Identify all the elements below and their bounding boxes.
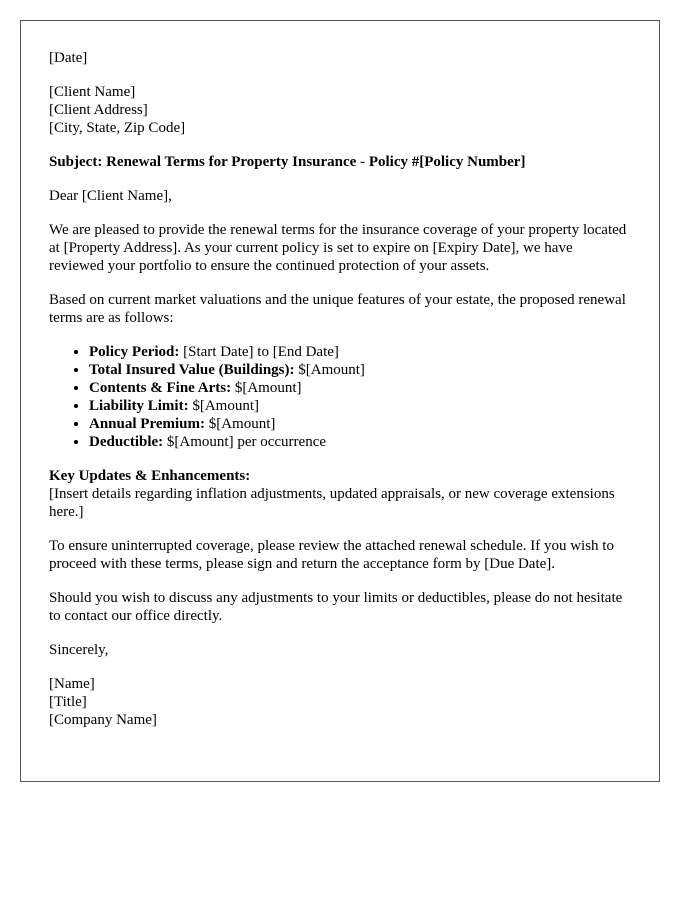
list-item [89, 397, 631, 415]
contact-paragraph: Should you wish to discuss any adjustments to your limits or deductibles, please do not hesitate to contact our office directly. [49, 590, 623, 624]
renewal-terms-list [49, 343, 631, 451]
term-label: Liability Limit: [89, 398, 189, 414]
recipient-name: [Client Name] [49, 84, 136, 100]
closing: Sincerely, [49, 642, 109, 658]
letter-date: [Date] [49, 50, 88, 66]
letter-page [20, 20, 660, 782]
intro-paragraph: We are pleased to provide the renewal terms for the insurance coverage of your property located at [Property Address]. As your current policy is set to expire on [Expiry Date], we have reviewed your portfolio to ensure the continued protection of your assets. [49, 222, 627, 274]
term-value: $[Amount] [231, 380, 302, 396]
subject-line: Subject: Renewal Terms for Property Insurance - Policy #[Policy Number] [49, 154, 526, 170]
term-label: Policy Period: [89, 344, 180, 360]
term-label: Total Insured Value (Buildings): [89, 362, 295, 378]
updates-section [49, 467, 631, 521]
term-value: $[Amount] [204, 416, 276, 432]
signature-block [49, 675, 631, 729]
term-label: Contents & Fine Arts: [89, 380, 232, 396]
term-label: Deductible: [89, 434, 164, 450]
list-item [89, 361, 631, 379]
updates-body: [Insert details regarding inflation adjustments, updated appraisals, or new coverage extensions here.] [49, 486, 615, 520]
updates-heading: Key Updates & Enhancements: [49, 468, 251, 484]
list-item [89, 433, 631, 451]
recipient-address: [Client Address] [49, 102, 148, 118]
term-label: Annual Premium: [89, 416, 205, 432]
list-item [89, 379, 631, 397]
term-value: $[Amount] per occurrence [163, 434, 327, 450]
list-item [89, 343, 631, 361]
recipient-city-state-zip: [City, State, Zip Code] [49, 120, 186, 136]
term-value: $[Amount] [294, 362, 365, 378]
recipient-block [49, 83, 631, 137]
terms-intro: Based on current market valuations and the unique features of your estate, the proposed renewal terms are as follows: [49, 292, 626, 326]
term-value: [Start Date] to [End Date] [179, 344, 339, 360]
signer-title: [Title] [49, 694, 87, 710]
salutation: Dear [Client Name], [49, 188, 172, 204]
list-item [89, 415, 631, 433]
signer-name: [Name] [49, 676, 95, 692]
term-value: $[Amount] [188, 398, 260, 414]
review-paragraph: To ensure uninterrupted coverage, please review the attached renewal schedule. If you wish to proceed with these terms, please sign and return the acceptance form by [Due Date]. [49, 538, 614, 572]
signer-company: [Company Name] [49, 712, 157, 728]
